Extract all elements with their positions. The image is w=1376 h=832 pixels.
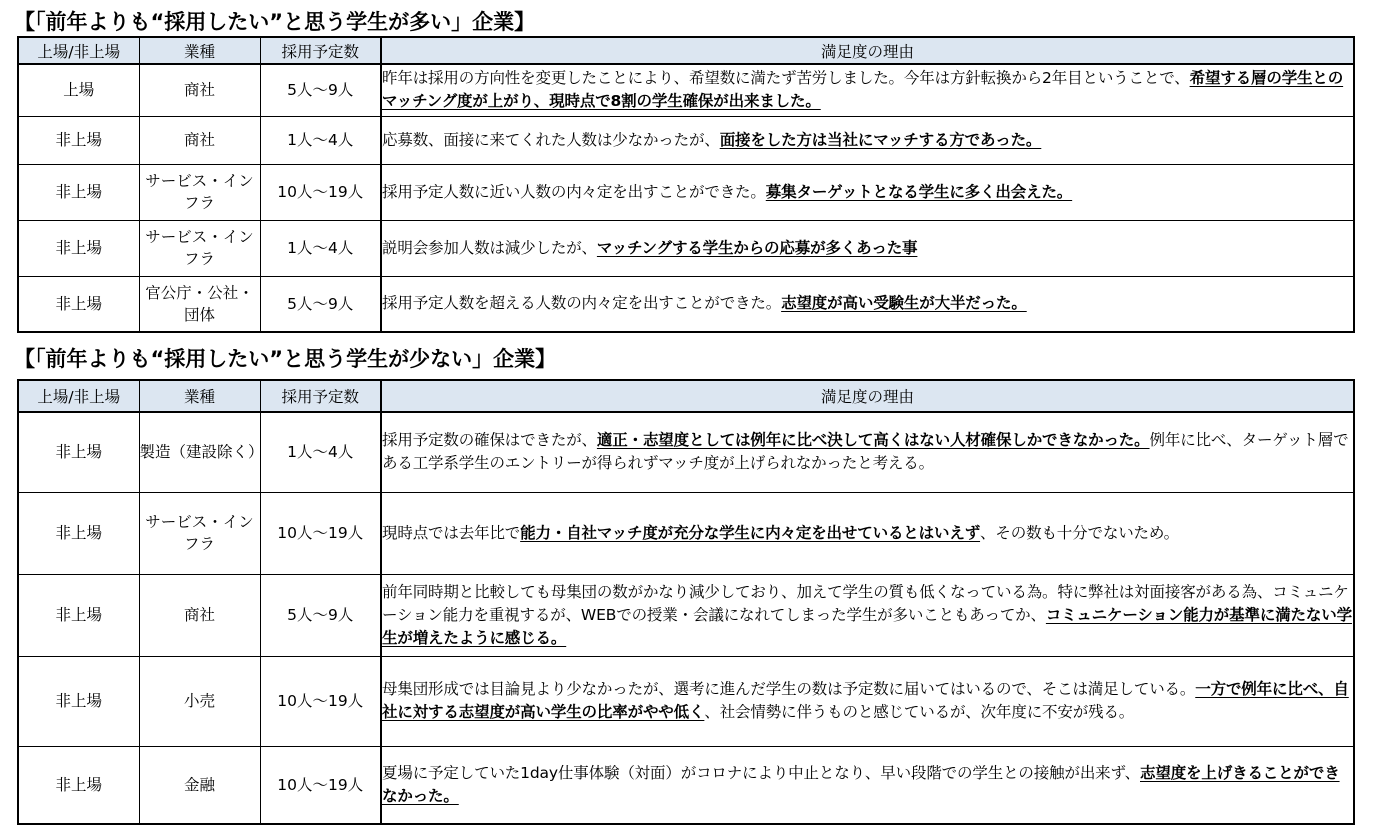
cell-reason	[381, 656, 1354, 746]
cell-count: 10人～19人	[260, 746, 381, 824]
cell-industry: サービス・インフラ	[139, 492, 260, 574]
table-row	[18, 574, 1354, 656]
cell-reason	[381, 574, 1354, 656]
table-row	[18, 412, 1354, 492]
reason-emphasis: 一方で例年に比べ、自社に対する志望度が高い学生の比率がやや低く	[382, 680, 1349, 721]
cell-listing: 非上場	[18, 164, 139, 220]
reason-emphasis: 志望度を上げきることができなかった。	[382, 763, 1340, 805]
cell-count: 1人～4人	[260, 412, 381, 492]
section1-title: 【「前年よりも“採用したい”と思う学生が多い」企業】	[14, 10, 536, 34]
cell-count: 5人～9人	[260, 64, 381, 116]
reason-text: 現時点では去年比で	[382, 523, 521, 542]
cell-count: 5人～9人	[260, 276, 381, 332]
reason-emphasis: 志望度が高い受験生が大半だった。	[781, 294, 1027, 313]
table-row	[18, 656, 1354, 746]
table-row	[18, 164, 1354, 220]
cell-listing: 上場	[18, 64, 139, 116]
reason-text: 採用予定人数を超える人数の内々定を出すことができた。	[382, 294, 782, 313]
header-planned-count: 採用予定数	[260, 37, 381, 64]
reason-emphasis: 募集ターゲットとなる学生に多く出会えた。	[765, 182, 1073, 201]
cell-reason	[381, 412, 1354, 492]
reason-emphasis: 適正・志望度としては例年に比べ決して高くはない人材確保しかできなかった。	[596, 431, 1150, 450]
header-reason: 満足度の理由	[381, 380, 1354, 412]
cell-industry: サービス・インフラ	[139, 164, 260, 220]
cell-count: 10人～19人	[260, 492, 381, 574]
cell-listing: 非上場	[18, 220, 139, 276]
table-row	[18, 220, 1354, 276]
header-industry: 業種	[139, 37, 260, 64]
cell-reason	[381, 116, 1354, 164]
reason-text: 母集団形成では目論見より少なかったが、選考に進んだ学生の数は予定数に届いてはいるので、そこは満足している。	[382, 680, 1196, 698]
reason-text: 、その数も十分でないため。	[980, 523, 1179, 542]
cell-listing: 非上場	[18, 116, 139, 164]
header-reason: 満足度の理由	[381, 37, 1354, 64]
header-listing: 上場/非上場	[18, 380, 139, 412]
reason-emphasis: 能力・自社マッチ度が充分な学生に内々定を出せているとはいえず	[520, 523, 981, 542]
cell-industry: 金融	[139, 746, 260, 824]
cell-count: 10人～19人	[260, 656, 381, 746]
table-fewer-students	[17, 379, 1355, 825]
cell-reason	[381, 276, 1354, 332]
reason-text: 、社会情勢に伴うものと感じているが、次年度に不安が残る。	[704, 703, 1135, 721]
cell-reason	[381, 220, 1354, 276]
header-industry: 業種	[139, 380, 260, 412]
table-row	[18, 276, 1354, 332]
reason-text: 採用予定数の確保はできたが、	[382, 431, 597, 450]
cell-industry: 商社	[139, 116, 260, 164]
cell-industry: 官公庁・公社・団体	[139, 276, 260, 332]
reason-emphasis: 希望する層の学生とのマッチング度が上がり、現時点で8割の学生確保が出来ました。	[382, 69, 1344, 111]
reason-text: 昨年は採用の方向性を変更したことにより、希望数に満たず苦労しました。今年は方針転換から2年目ということで、	[382, 69, 1190, 88]
header-planned-count: 採用予定数	[260, 380, 381, 412]
table-row	[18, 64, 1354, 116]
cell-count: 5人～9人	[260, 574, 381, 656]
reason-text: 前年同時期と比較しても母集団の数がかなり減少しており、加えて学生の質も低くなっている為。特に弊社は対面接客がある為、コミュニケーション能力を重視するが、WEBでの授業・会議になれてしまった学生が多いこともあってか、	[382, 582, 1349, 624]
reason-text: 夏場に予定していた1day仕事体験（対面）がコロナにより中止となり、早い段階での学生との接触が出来ず、	[382, 763, 1140, 782]
cell-reason	[381, 64, 1354, 116]
cell-reason	[381, 746, 1354, 824]
table-row	[18, 116, 1354, 164]
cell-reason	[381, 164, 1354, 220]
cell-listing: 非上場	[18, 412, 139, 492]
cell-industry: 製造（建設除く）	[139, 412, 260, 492]
reason-emphasis: コミュニケーション能力が基準に満たない学生が増えたように感じる。	[382, 605, 1352, 647]
reason-text: 説明会参加人数は減少したが、	[382, 238, 597, 257]
cell-reason	[381, 492, 1354, 574]
cell-industry: 小売	[139, 656, 260, 746]
table-more-students	[17, 36, 1355, 333]
cell-listing: 非上場	[18, 492, 139, 574]
header-listing: 上場/非上場	[18, 37, 139, 64]
cell-industry: サービス・インフラ	[139, 220, 260, 276]
cell-count: 1人～4人	[260, 116, 381, 164]
cell-listing: 非上場	[18, 656, 139, 746]
cell-count: 1人～4人	[260, 220, 381, 276]
reason-emphasis: マッチングする学生からの応募が多くあった事	[596, 238, 918, 257]
table-header-row	[18, 37, 1354, 64]
cell-industry: 商社	[139, 574, 260, 656]
cell-listing: 非上場	[18, 574, 139, 656]
table-header-row	[18, 380, 1354, 412]
cell-listing: 非上場	[18, 746, 139, 824]
cell-industry: 商社	[139, 64, 260, 116]
reason-emphasis: 面接をした方は当社にマッチする方であった。	[719, 130, 1042, 149]
reason-text: 採用予定人数に近い人数の内々定を出すことができた。	[382, 182, 766, 201]
cell-count: 10人～19人	[260, 164, 381, 220]
table-row	[18, 746, 1354, 824]
reason-text: 応募数、面接に来てくれた人数は少なかったが、	[382, 130, 720, 149]
reason-text: 例年に比べ、ターゲット層である工学系学生のエントリーが得られずマッチ度が上げられなかったと考える。	[382, 431, 1349, 473]
cell-listing: 非上場	[18, 276, 139, 332]
table-row	[18, 492, 1354, 574]
section2-title: 【「前年よりも“採用したい”と思う学生が少ない」企業】	[14, 347, 557, 371]
